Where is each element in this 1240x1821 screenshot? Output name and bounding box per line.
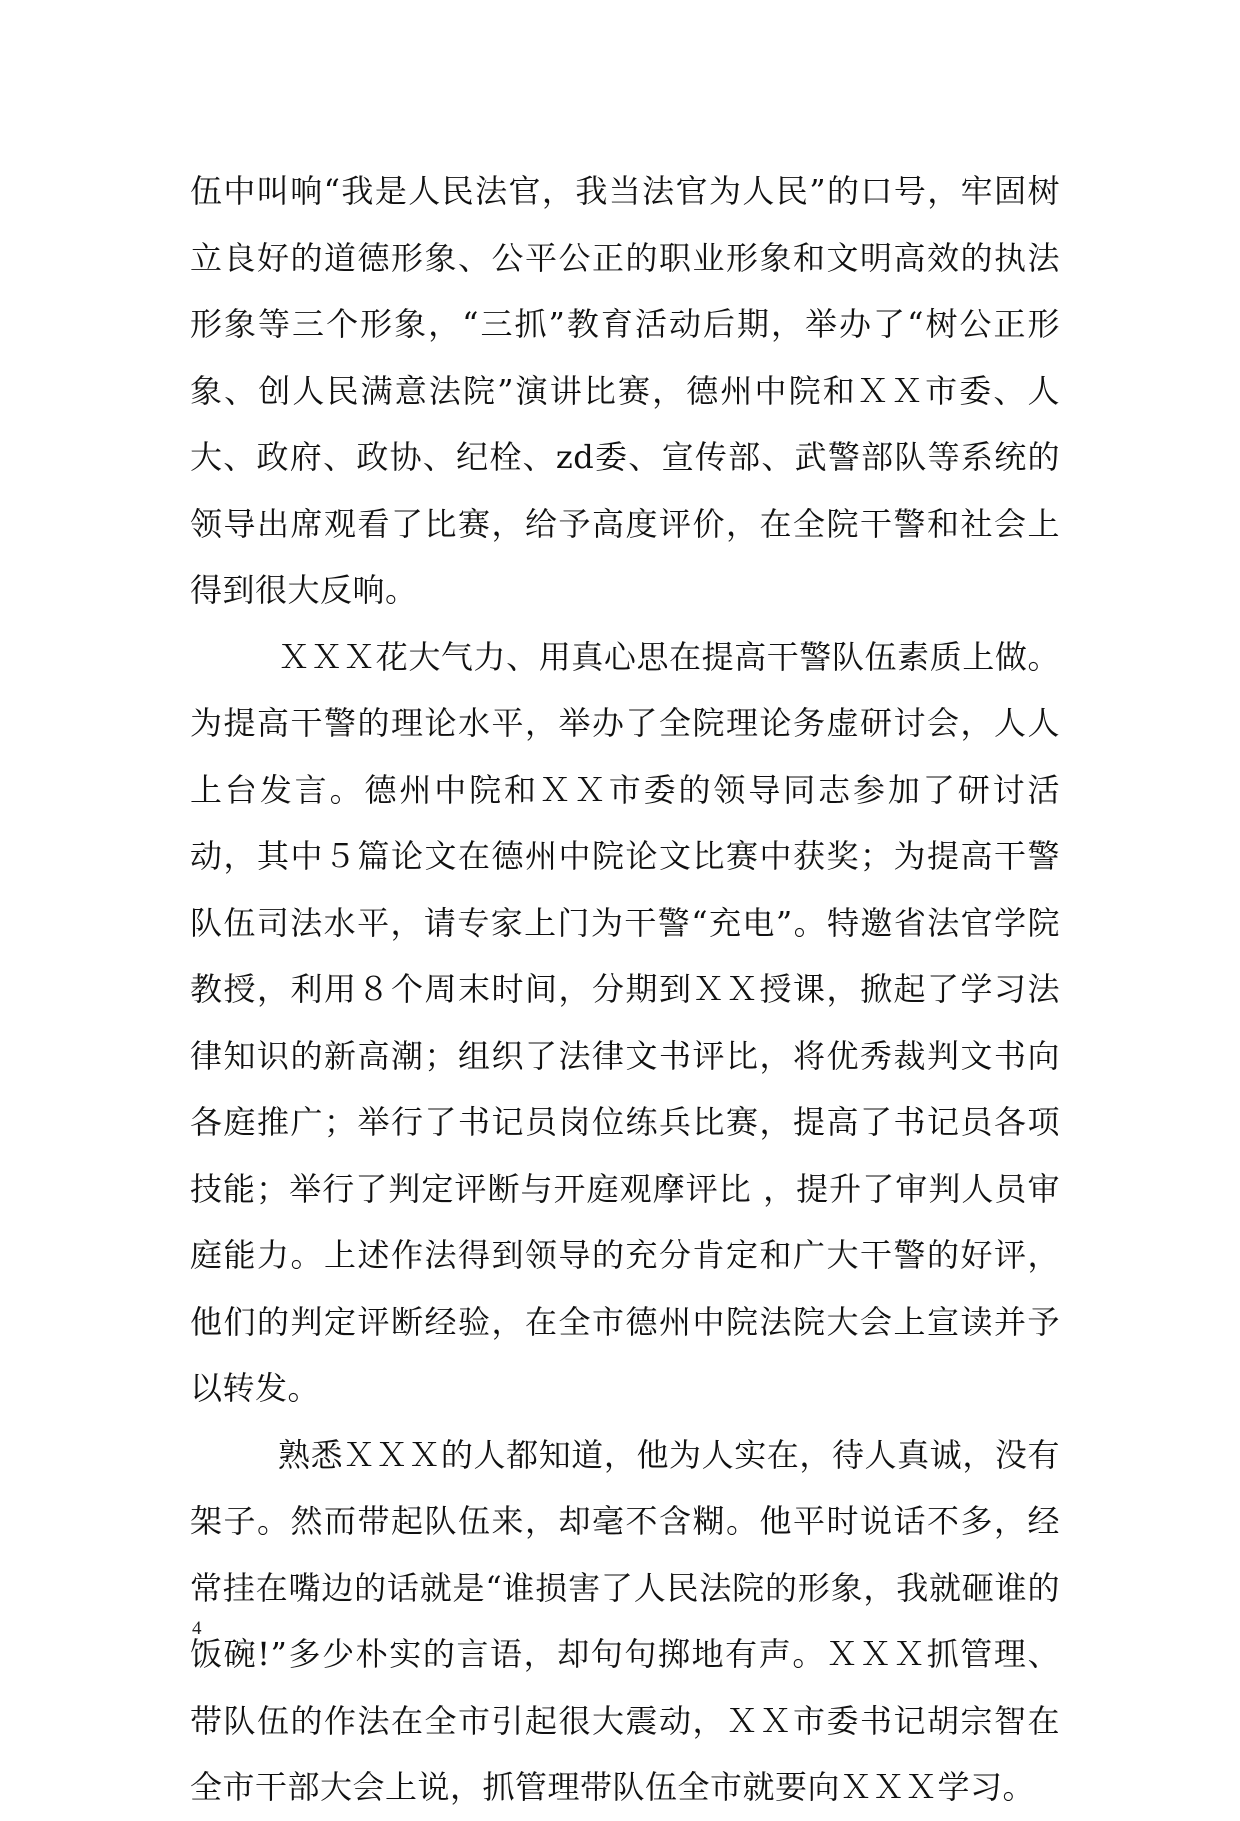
paragraph-1: 伍中叫响“我是人民法官，我当法官为人民”的口号，牢固树立良好的道德形象、公平公正的职业形象和文明高效的执法形象等三个形象，“三抓”教育活动后期，举办了“树公正形象、创人民满意法院”演讲比赛，德州中院和ＸＸ市委、人大、政府、政协、纪栓、zd委、宣传部、武警部队等系统的领导出席观看了比赛，给予高度评价，在全院干警和社会上得到很大反响。 xyxy=(190,172,1060,609)
body-text xyxy=(190,158,1060,1821)
paragraph-3: 熟悉ＸＸＸ的人都知道，他为人实在，待人真诚，没有架子。然而带起队伍来，却毫不含糊。他平时说话不多，经常挂在嘴边的话就是“谁损害了人民法院的形象，我就砸谁的饭碗!”多少朴实的言语，却句句掷地有声。ＸＸＸ抓管理、带队伍的作法在全市引起很大震动，ＸＸ市委书记胡宗智在全市干部大会上说，抓管理带队伍全市就要向ＸＸＸ学习。 xyxy=(190,1435,1060,1806)
paragraph-2: ＸＸＸ花大气力、用真心思在提高干警队伍素质上做。为提高干警的理论水平，举办了全院理论务虚研讨会，人人上台发言。德州中院和ＸＸ市委的领导同志参加了研讨活动，其中５篇论文在德州中院论文比赛中获奖；为提高干警队伍司法水平，请专家上门为干警“充电”。特邀省法官学院教授，利用８个周末时间，分期到ＸＸ授课，掀起了学习法律知识的新高潮；组织了法律文书评比，将优秀裁判文书向各庭推广；举行了书记员岗位练兵比赛，提高了书记员各项技能；举行了判定评断与开庭观摩评比 ，提升了审判人员审庭能力。上述作法得到领导的充分肯定和广大干警的好评，他们的判定评断经验，在全市德州中院法院大会上宣读并予以转发。 xyxy=(190,637,1060,1407)
page-number: 4 xyxy=(192,1618,202,1639)
